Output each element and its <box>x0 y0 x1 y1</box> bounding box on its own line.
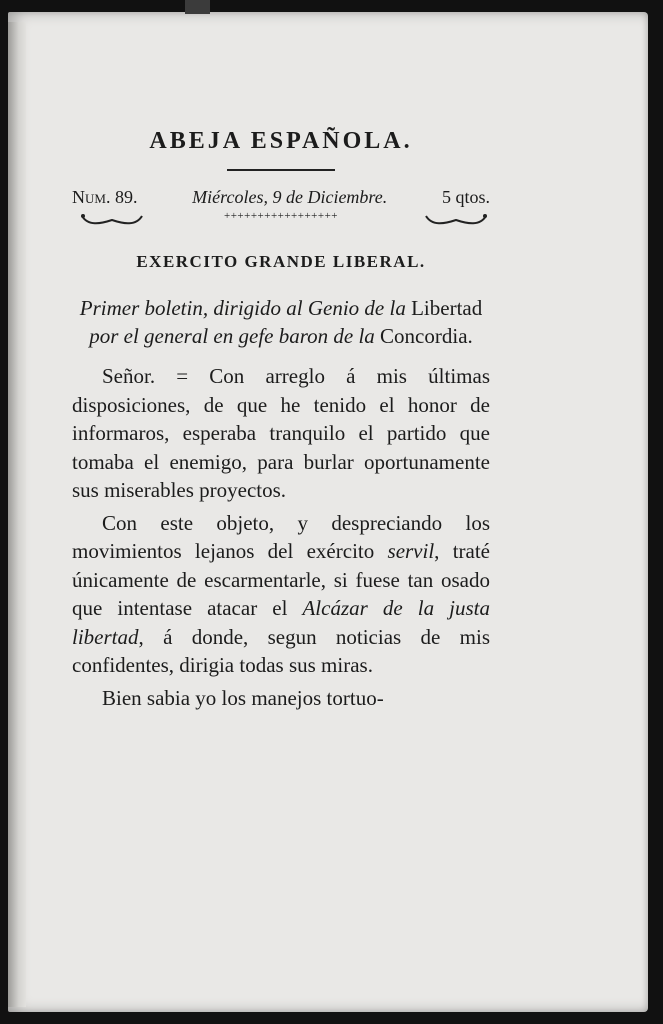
subtitle-run: Primer boletin, dirigido al Genio de <box>79 296 390 320</box>
issue-line <box>72 187 490 208</box>
page-gutter <box>8 22 26 1007</box>
subtitle-run: Concordia. <box>380 324 473 348</box>
text-run: servil <box>387 539 435 563</box>
subtitle-run: Libertad <box>411 296 483 320</box>
bulletin-subtitle <box>72 294 490 350</box>
text-run: Señor. = Con arreglo á mis últimas disposiciones, de que he tenido el honor de informaros, esperaba tranquilo el partido que tomaba el enemigo, para burlar oportunamente sus miserables proyectos. <box>72 364 490 502</box>
cross-ornament: +++++++++++++++++ <box>224 210 338 222</box>
text-run: , á donde, segun noticias de mis confidentes, dirigia todas sus miras. <box>72 624 490 677</box>
issue-number: Num. 89. <box>72 187 138 207</box>
subtitle-run: baron de la <box>278 324 381 348</box>
subtitle-run: por el general en gefe <box>89 324 279 348</box>
masthead-rule <box>227 169 335 171</box>
binding-strip <box>185 0 210 14</box>
issue-price: 5 qtos. <box>441 187 490 207</box>
issue-date: Miércoles, 9 de Diciembre. <box>192 187 388 207</box>
body-text <box>72 362 490 712</box>
subtitle-run: la <box>389 296 412 320</box>
text-run: , traté únicamente de escarmentarle, si fuese tan osado que intentase atacar el <box>72 539 490 620</box>
paragraph <box>72 362 490 505</box>
text-run: Bien sabia yo los manejos tortuo- <box>102 685 384 710</box>
ornament-row <box>72 210 490 230</box>
text-run: Alcázar de la justa libertad <box>72 596 490 649</box>
paragraph <box>72 684 490 713</box>
page-content <box>72 118 490 712</box>
section-heading: EXERCITO GRANDE LIBERAL. <box>136 252 426 271</box>
flourish-right-icon <box>424 212 488 226</box>
paragraph <box>72 509 490 680</box>
text-run: Con este objeto, y despreciando los movimientos lejanos del exército <box>72 510 490 563</box>
masthead-title: ABEJA ESPAÑOLA. <box>149 128 413 154</box>
